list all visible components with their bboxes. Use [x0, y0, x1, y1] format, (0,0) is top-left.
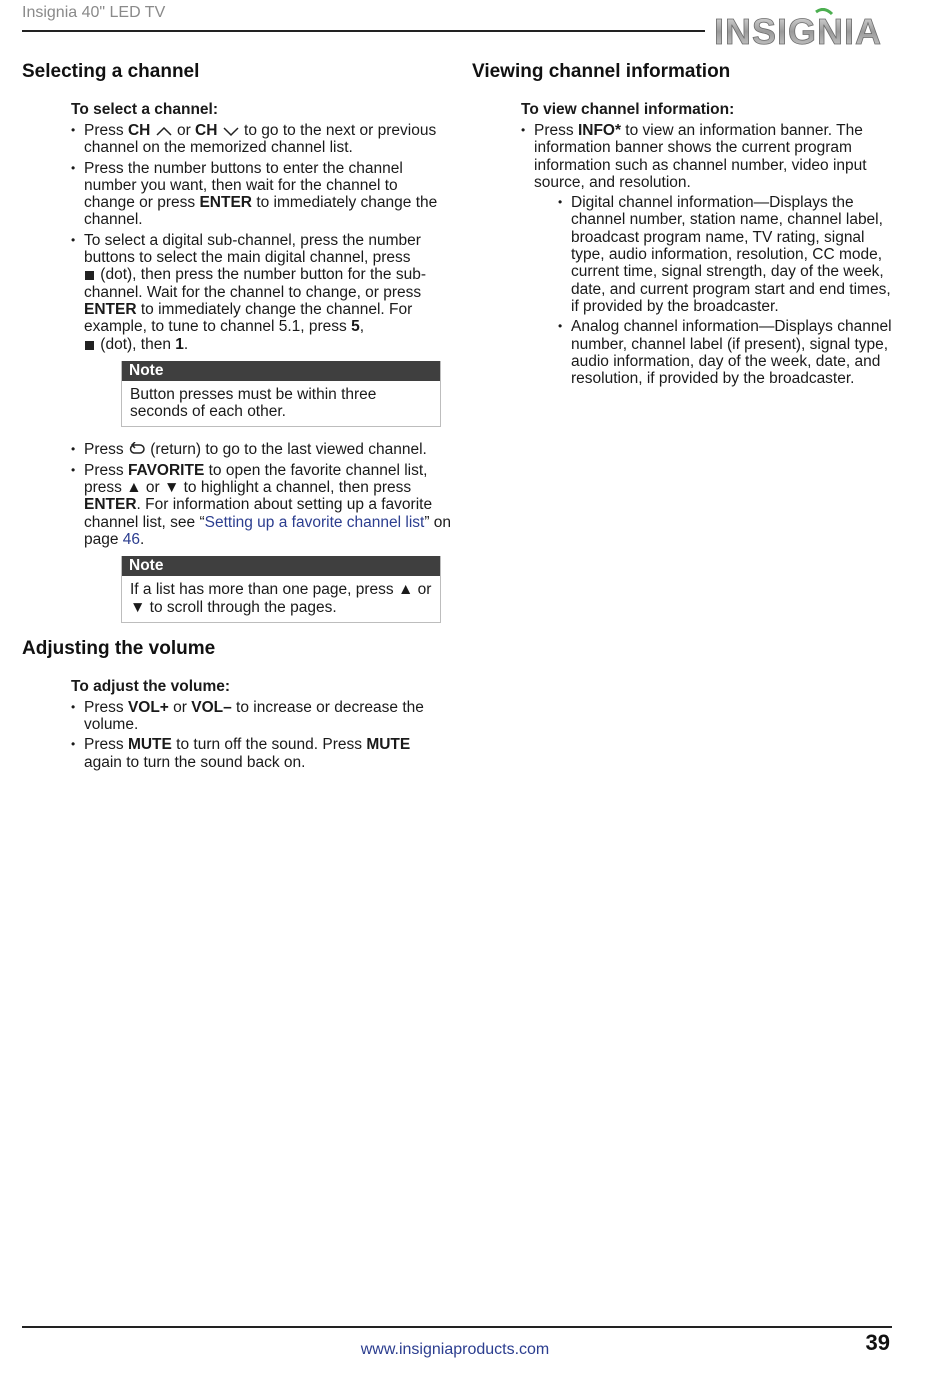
adjusting-volume-heading: Adjusting the volume: [22, 637, 216, 659]
note-text: Button presses must be within three seconds of each other.: [130, 385, 377, 421]
up-arrow-icon: ▲: [126, 479, 142, 497]
viewing-channel-info-heading: Viewing channel information: [472, 61, 731, 82]
right-column: [472, 60, 902, 390]
favorite-list-link[interactable]: Setting up a favorite channel list: [204, 513, 425, 531]
select-channel-steps-cont: [71, 441, 452, 548]
down-arrow-icon: ▼: [163, 479, 180, 497]
note-text: If a list has more than one page, press ▲ or ▼ to scroll through the pages.: [130, 581, 432, 616]
view-info-procedure: To view channel information:: [521, 101, 735, 118]
note-box: [121, 556, 441, 623]
chevron-down-icon: [222, 125, 240, 137]
footer-rule: [22, 1326, 892, 1328]
header-rule: [22, 30, 705, 32]
list-item: • Press CH or CH to go to the next or previous channel on the memorized channel list.: [71, 122, 452, 157]
select-channel-steps: [71, 122, 452, 353]
list-item: • Press VOL+ or VOL– to increase or decrease the volume.: [71, 699, 452, 734]
dot-button-icon: [85, 271, 94, 280]
down-arrow-icon: ▼: [130, 598, 146, 616]
up-arrow-icon: ▲: [397, 581, 414, 599]
list-item: • Press MUTE to turn off the sound. Press MUTE again to turn the sound back on.: [71, 736, 452, 771]
page-number: 39: [865, 1330, 890, 1355]
selecting-channel-heading: Selecting a channel: [22, 61, 200, 82]
logo-wordmark: INSIGNIA: [714, 11, 883, 52]
list-item: • Press (return) to go to the last viewed channel.: [71, 441, 452, 458]
insignia-logo: [712, 8, 892, 52]
note-box: [121, 361, 441, 428]
header-title: Insignia 40" LED TV: [22, 4, 166, 21]
info-sub-list: [558, 194, 902, 387]
note-heading: Note: [122, 556, 440, 576]
return-icon: [128, 442, 146, 456]
viewing-channel-info-section: [472, 60, 902, 387]
adjust-volume-procedure: To adjust the volume:: [71, 677, 231, 695]
list-item: • Press the number buttons to enter the channel number you want, then wait for the channel to change or press ENTER to immediately change the channel.: [71, 160, 452, 229]
selecting-channel-section: [22, 60, 452, 623]
list-item: • Press FAVORITE to open the favorite channel list, press ▲ or ▼ to highlight a channel, then press ENTER. For information about setting up a favorite channel list, see “Setting up a favorite channel list” on page 46.: [71, 462, 452, 548]
page-link[interactable]: 46: [122, 530, 141, 548]
list-item: • Digital channel information—Displays the channel number, station name, channel label, broadcast program name, TV rating, signal type, audio information, resolution, CC mode, current time, signal strength, day of the week, date, and current program start and end times, if provided by the broadcaster.: [558, 194, 902, 315]
adjust-volume-steps: [71, 699, 452, 771]
adjusting-volume-section: [22, 637, 452, 771]
chevron-up-icon: [155, 125, 173, 137]
dot-button-icon: [85, 341, 94, 350]
left-column: [22, 60, 452, 774]
select-channel-procedure: To select a channel:: [71, 101, 219, 118]
list-item: • Press INFO* to view an information banner. The information banner shows the current program information such as channel number, video input source, and resolution. • Digital channel information—Displays the channel number, station name, channel label, broadcast program name, TV rating, signal type, audio information, resolution, CC mode, current time, signal strength, day of the week, date, and current program start and end times, if provided by the broadcaster. • Analog channel information—Displays channel number, channel label (if present), signal type, audio information, day of the week, date, and resolution, if provided by the broadcaster.: [521, 122, 902, 387]
list-item: • To select a digital sub-channel, press the number buttons to select the main digital channel, press (dot), then press the number button for the sub-channel. Wait for the channel to change, or press ENTER to immediately change the channel. For example, to tune to channel 5.1, press 5, (dot), then 1.: [71, 232, 452, 353]
note-heading: Note: [122, 361, 440, 381]
view-info-steps: [521, 122, 902, 387]
footer-url[interactable]: www.insigniaproducts.com: [360, 1341, 550, 1358]
list-item: • Analog channel information—Displays channel number, channel label (if present), signal type, audio information, day of the week, date, and resolution, if provided by the broadcaster.: [558, 318, 902, 387]
